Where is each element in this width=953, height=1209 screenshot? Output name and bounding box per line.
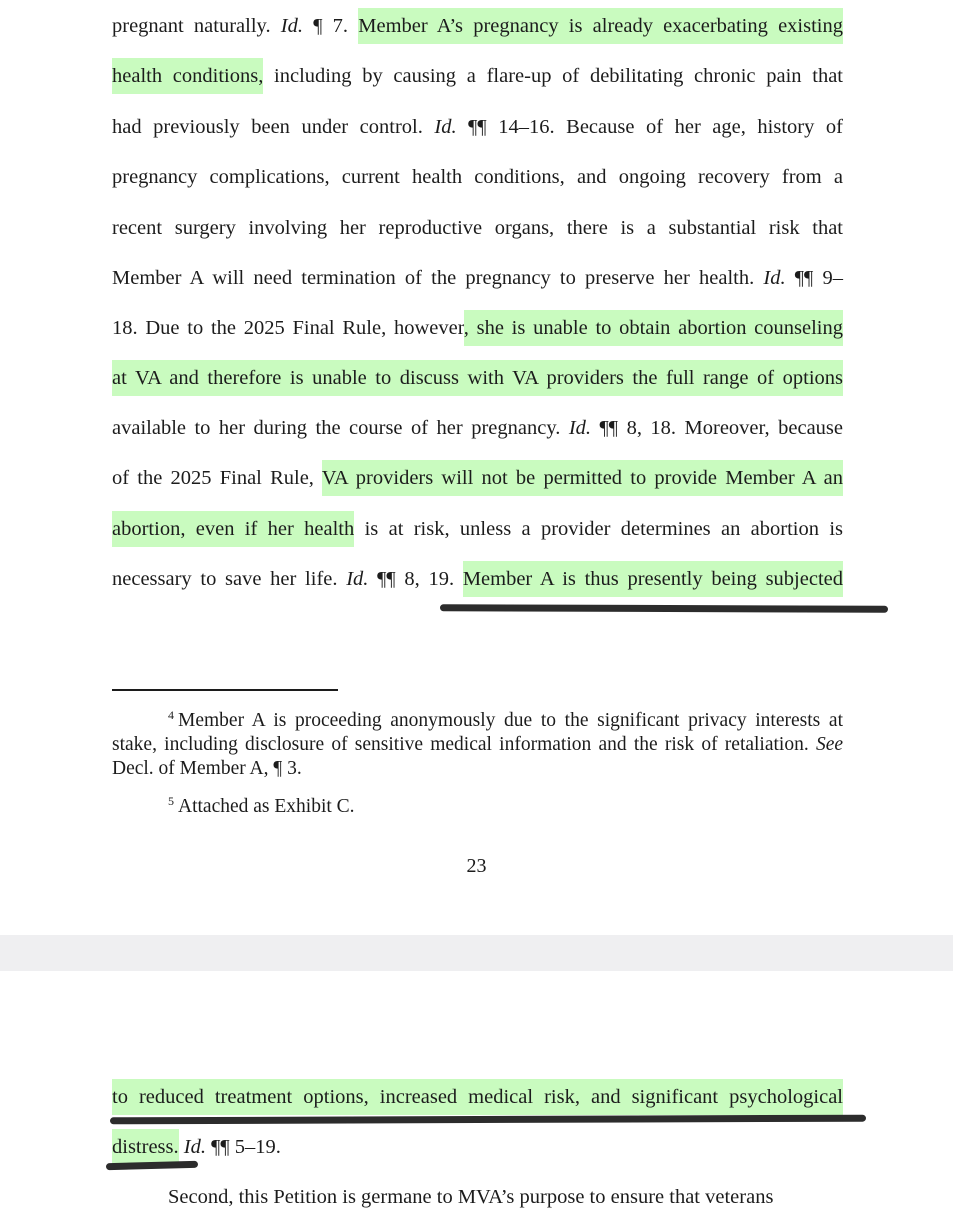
ink-underline-mark — [110, 1115, 866, 1125]
text-run: pregnant naturally. — [112, 15, 281, 37]
citation: Id. — [280, 15, 303, 37]
footnote-number: 5 — [168, 794, 174, 808]
document-page-24 — [0, 971, 953, 1208]
body-line-6 — [112, 266, 843, 290]
text-run: of the 2025 Final Rule, — [112, 467, 322, 489]
highlighted-text: abortion, even if her health — [112, 518, 355, 540]
highlighted-text: health conditions, — [112, 65, 264, 87]
ink-underline-mark — [440, 604, 888, 613]
text-run: available to her during the course of her pregnancy. — [112, 417, 569, 439]
footnote-text: Member A is proceeding anonymously due to the significant privacy interests at stake, including disclosure of sensitive medical information and the risk of retaliation. — [112, 710, 843, 755]
text-run: ¶¶ 9– — [785, 267, 843, 289]
highlighted-text: , she is unable to obtain abortion counseling — [463, 317, 844, 339]
text-run: ¶¶ 8, 18. Moreover, because — [591, 417, 843, 439]
page-gap — [0, 935, 953, 971]
body-line-7 — [112, 316, 843, 340]
signal-word: See — [815, 734, 843, 755]
citation: Id. — [183, 1136, 206, 1158]
body-line-3 — [168, 1185, 843, 1209]
page-number: 23 — [466, 855, 487, 877]
highlighted-text: Member A is thus presently being subjected — [462, 568, 843, 590]
text-run: recent surgery involving her reproductive organs, there is a substantial risk that — [112, 217, 843, 239]
text-run: necessary to save her life. — [112, 568, 347, 590]
body-line-8 — [112, 366, 843, 390]
citation: Id. — [434, 116, 457, 138]
text-run: 18. Due to the 2025 Final Rule, however — [112, 317, 464, 339]
body-line-1 — [112, 14, 843, 38]
text-run: pregnancy complications, current health conditions, and ongoing recovery from a — [112, 166, 843, 188]
citation: Id. — [763, 267, 786, 289]
text-run: including by causing a flare-up of debilitating chronic pain that — [263, 65, 843, 87]
footnote-text: Decl. of Member A, ¶ 3. — [112, 758, 302, 779]
footnote-4 — [112, 703, 843, 781]
footnote-5 — [112, 789, 843, 819]
citation: Id. — [346, 568, 369, 590]
footnote-text: Attached as Exhibit C. — [178, 796, 355, 817]
text-run: is at risk, unless a provider determines an abortion is — [354, 518, 843, 540]
footnote-number: 4 — [168, 708, 174, 722]
body-line-5 — [112, 216, 843, 240]
body-line-3 — [112, 115, 843, 139]
highlighted-text: Member A’s pregnancy is already exacerbating existing — [358, 15, 843, 37]
body-line-11 — [112, 517, 843, 541]
text-run: ¶¶ 5–19. — [205, 1136, 281, 1158]
body-line-1 — [112, 1085, 843, 1109]
text-run: ¶ 7. — [302, 15, 359, 37]
text-run: ¶¶ 8, 19. — [368, 568, 463, 590]
body-line-4 — [112, 165, 843, 189]
highlighted-text: at VA and therefore is unable to discuss with VA providers the full range of options — [112, 367, 843, 389]
text-run: Second, this Petition is germane to MVA’s purpose to ensure that veterans — [168, 1186, 774, 1208]
text-run: had previously been under control. — [112, 116, 435, 138]
text-run: Member A will need termination of the pregnancy to preserve her health. — [112, 267, 764, 289]
ink-underline-mark — [106, 1161, 198, 1170]
highlighted-text: to reduced treatment options, increased medical risk, and significant psychological — [112, 1086, 843, 1108]
highlighted-text: distress. — [112, 1136, 179, 1158]
body-line-12 — [112, 567, 843, 591]
body-line-10 — [112, 466, 843, 490]
body-line-2 — [112, 64, 843, 88]
text-run: ¶¶ 14–16. Because of her age, history of — [456, 116, 843, 138]
citation: Id. — [568, 417, 592, 439]
footnote-separator — [112, 689, 338, 691]
body-line-9 — [112, 416, 843, 440]
body-line-2 — [112, 1135, 843, 1159]
highlighted-text: VA providers will not be permitted to provide Member A an — [321, 467, 843, 489]
